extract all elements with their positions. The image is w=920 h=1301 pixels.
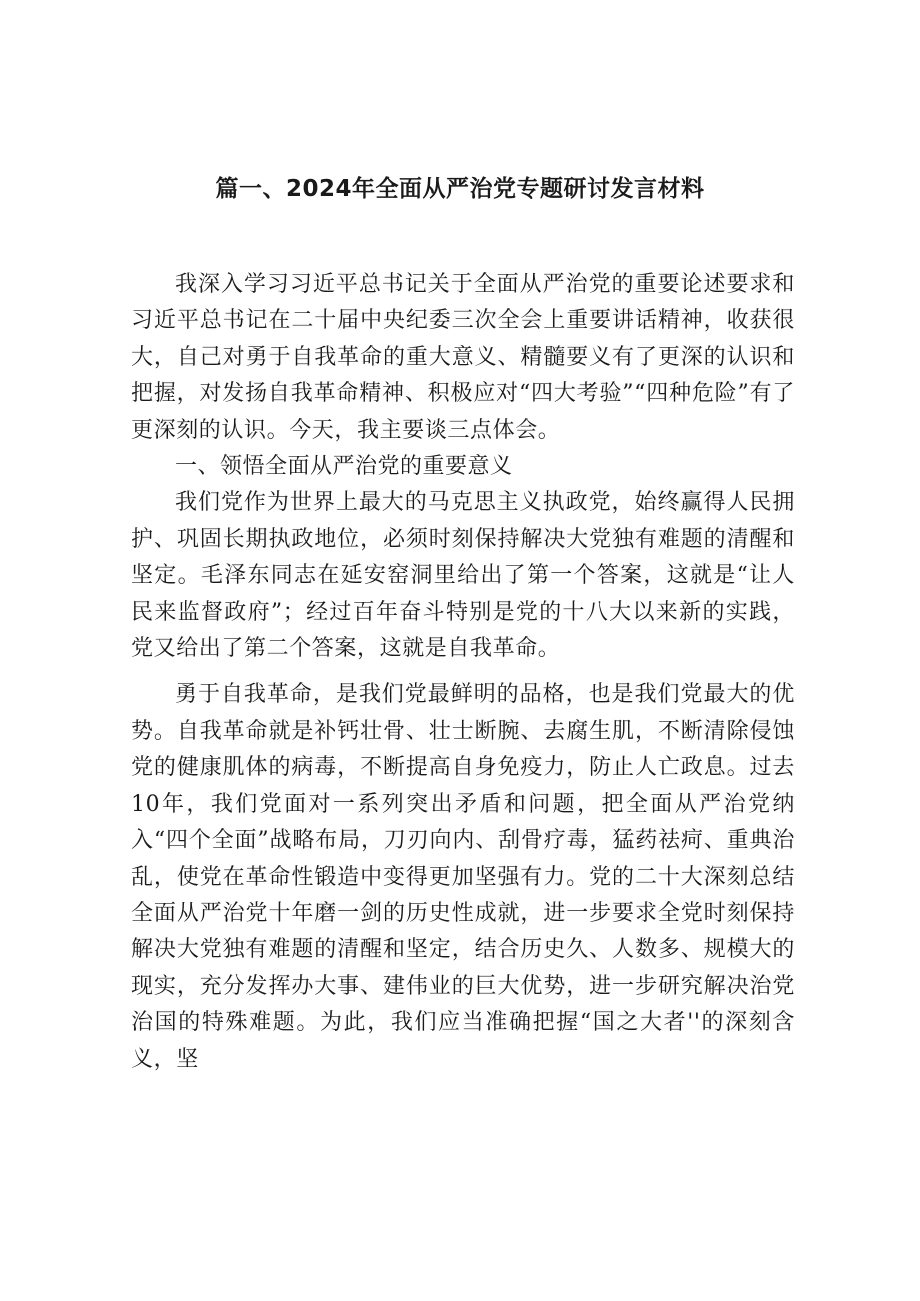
intro-paragraph: 我深入学习习近平总书记关于全面从严治党的重要论述要求和习近平总书记在二十届中央纪委三次全会上重要讲话精神，收获很大，自己对勇于自我革命的重大意义、精髓要义有了更深的认识和把握，对发扬自我革命精神、积极应对“四大考验”“四种危险”有了更深刻的认识。今天，我主要谈三点体会。 — [131, 272, 795, 443]
body-paragraph: 我们党作为世界上最大的马克思主义执政党，始终赢得人民拥护、巩固长期执政地位，必须时刻保持解决大党独有难题的清醒和坚定。毛泽东同志在延安窑洞里给出了第一个答案，这就是“让人民来监督政府”；经过百年奋斗特别是党的十八大以来新的实践，党又给出了第二个答案，这就是自我革命。 — [131, 490, 795, 662]
section-heading: 一、领悟全面从严治党的重要意义 — [175, 454, 513, 480]
paragraph-gap — [131, 667, 795, 677]
document-body — [131, 267, 795, 1078]
document-title: 篇一、2024年全面从严治党专题研讨发言材料 — [215, 176, 705, 202]
body-paragraph: 勇于自我革命，是我们党最鲜明的品格，也是我们党最大的优势。自我革命就是补钙壮骨、壮士断腕、去腐生肌，不断清除侵蚀党的健康肌体的病毒，不断提高自身免疫力，防止人亡政息。过去10年，我们党面对一系列突出矛盾和问题，把全面从严治党纳入“四个全面”战略布局，刀刃向内、刮骨疗毒，猛药祛疴、重典治乱，使党在革命性锻造中变得更加坚强有力。党的二十大深刻总结全面从严治党十年磨一剑的历史性成就，进一步要求全党时刻保持解决大党独有难题的清醒和坚定，结合历史久、人数多、规模大的现实，充分发挥办大事、建伟业的巨大优势，进一步研究解决治党治国的特殊难题。为此，我们应当准确把握“国之大者''的深刻含义，坚 — [131, 682, 795, 1072]
